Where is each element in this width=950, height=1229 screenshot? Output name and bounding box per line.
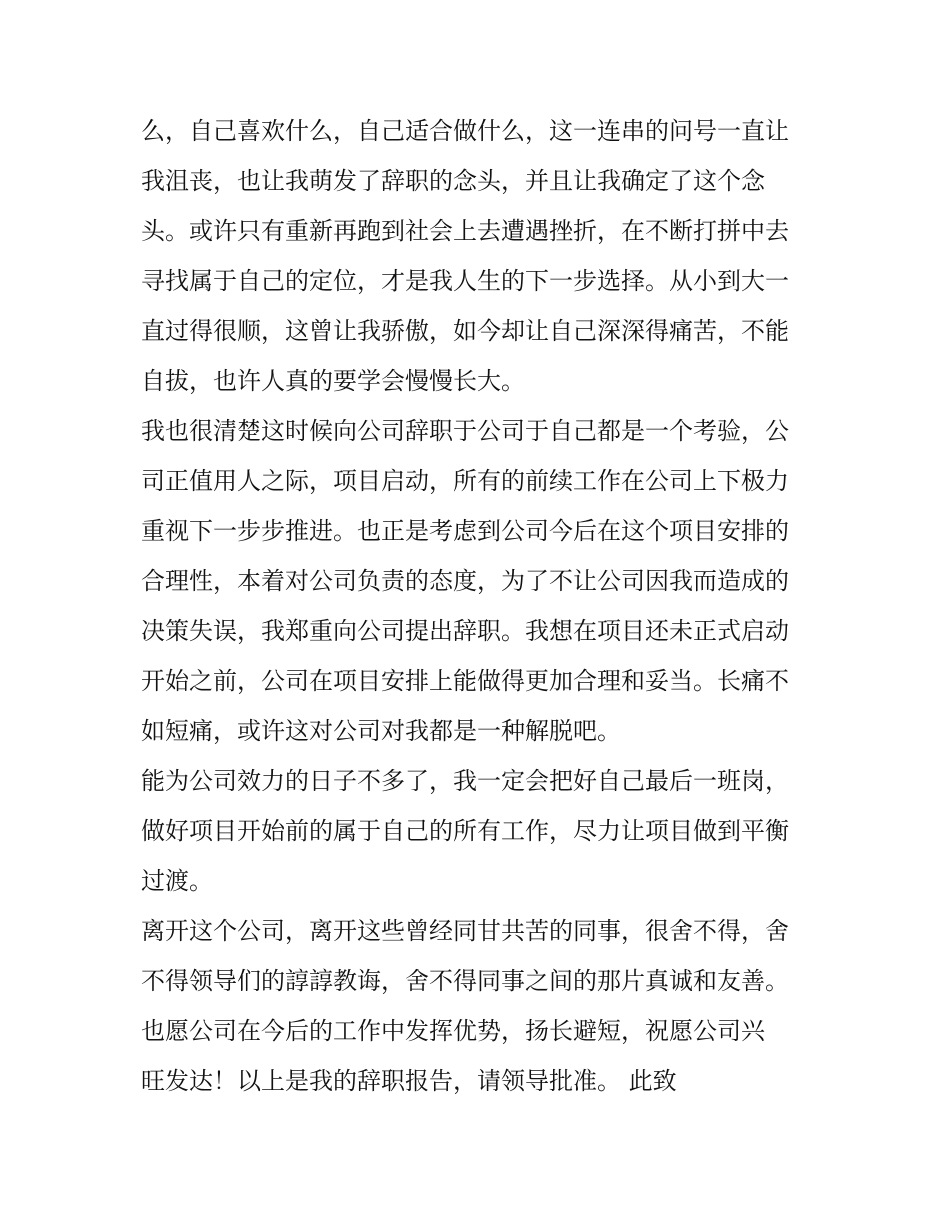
body-text <box>141 106 821 1106</box>
text-line: 自拔，也许人真的要学会慢慢长大。 <box>141 367 525 395</box>
text-line: 做好项目开始前的属于自己的所有工作，尽力让项目做到平衡 <box>141 817 789 845</box>
text-line: 能为公司效力的日子不多了，我一定会把好自己最后一班岗， <box>141 767 789 795</box>
text-line: 合理性，本着对公司负责的态度，为了不让公司因我而造成的 <box>141 567 789 595</box>
text-line: 如短痛，或许这对公司对我都是一种解脱吧。 <box>141 717 621 745</box>
text-line: 过渡。 <box>141 867 213 895</box>
text-line: 决策失误，我郑重向公司提出辞职。我想在项目还未正式启动 <box>141 617 789 645</box>
text-line: 我也很清楚这时候向公司辞职于公司于自己都是一个考验，公 <box>141 417 789 445</box>
text-line: 头。或许只有重新再跑到社会上去遭遇挫折，在不断打拼中去 <box>141 217 789 245</box>
text-line: 开始之前，公司在项目安排上能做得更加合理和妥当。长痛不 <box>141 667 789 695</box>
text-line: 寻找属于自己的定位，才是我人生的下一步选择。从小到大一 <box>141 267 789 295</box>
text-line: 也愿公司在今后的工作中发挥优势，扬长避短，祝愿公司兴 <box>141 1017 765 1045</box>
text-line: 重视下一步步推进。也正是考虑到公司今后在这个项目安排的 <box>141 517 789 545</box>
text-line: 么，自己喜欢什么，自己适合做什么，这一连串的问号一直让 <box>141 117 789 145</box>
text-line: 离开这个公司，离开这些曾经同甘共苦的同事，很舍不得，舍 <box>141 917 789 945</box>
text-line: 旺发达！以上是我的辞职报告，请领导批准。 此致 <box>141 1067 677 1095</box>
text-line: 不得领导们的諄諄教诲，舍不得同事之间的那片真诚和友善。 <box>141 967 789 995</box>
text-line: 直过得很顺，这曾让我骄傲，如今却让自己深深得痛苦，不能 <box>141 317 789 345</box>
text-line: 我沮丧，也让我萌发了辞职的念头，并且让我确定了这个念 <box>141 167 765 195</box>
text-line: 司正值用人之际，项目启动，所有的前续工作在公司上下极力 <box>141 467 789 495</box>
